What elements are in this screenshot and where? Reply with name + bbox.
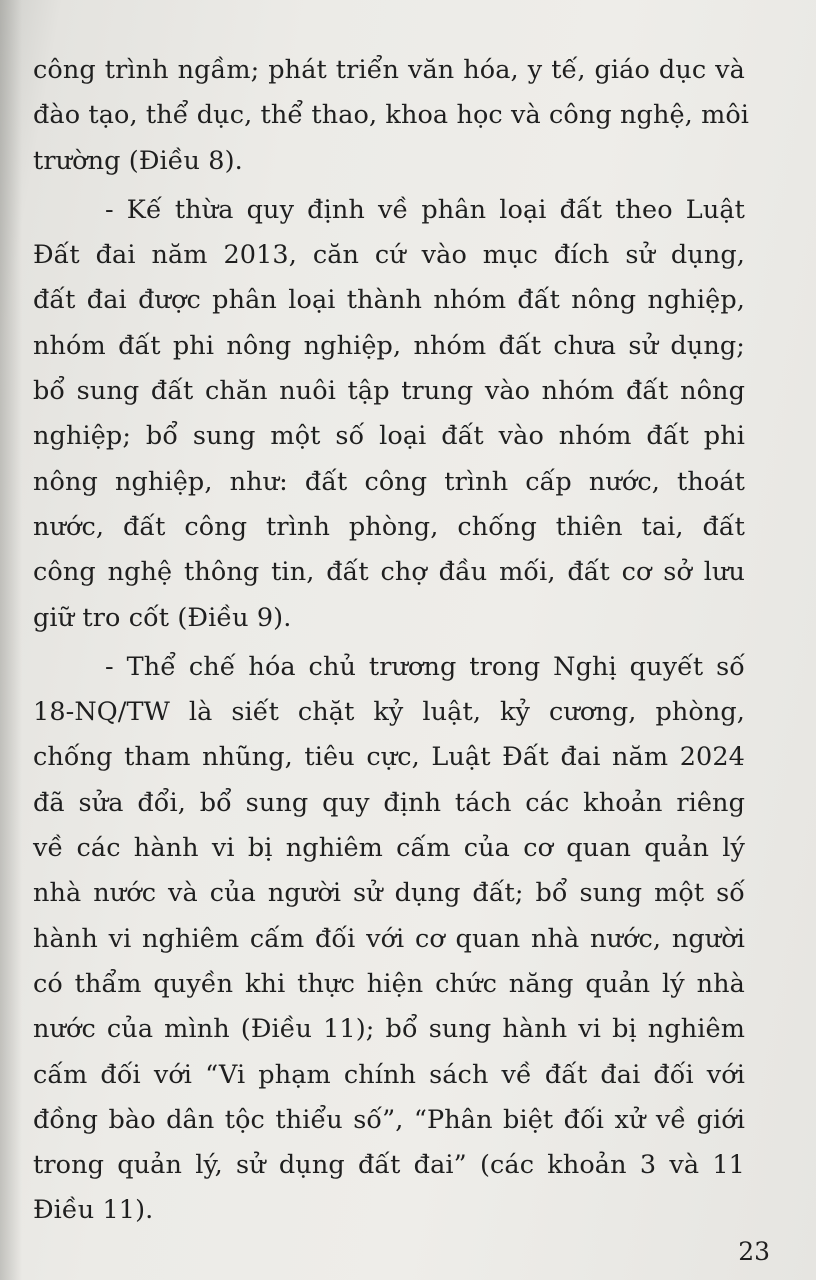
text-line: công trình ngầm; phát triển văn hóa, y tế, giáo dục và: [33, 55, 745, 85]
text-line: - Thể chế hóa chủ trương trong Nghị quyết số: [105, 651, 745, 682]
text-line: - Kế thừa quy định về phân loại đất theo Luật: [105, 194, 745, 225]
text-line: chống tham nhũng, tiêu cực, Luật Đất đai năm 2024: [33, 742, 745, 773]
text-line: công nghệ thông tin, đất chợ đầu mối, đất cơ sở lưu: [33, 557, 745, 588]
page-gutter-shadow: [0, 0, 22, 1280]
text-line: đồng bào dân tộc thiểu số”, “Phân biệt đối xử về giới: [33, 1104, 745, 1135]
page-number: 23: [738, 1237, 770, 1266]
text-line: đã sửa đổi, bổ sung quy định tách các khoản riêng: [33, 787, 745, 818]
text-line: nông nghiệp, như: đất công trình cấp nước, thoát: [33, 466, 745, 497]
text-line: đào tạo, thể dục, thể thao, khoa học và công nghệ, môi: [33, 100, 750, 131]
text-line: hành vi nghiêm cấm đối với cơ quan nhà nước, người: [33, 923, 745, 954]
paragraph: [33, 188, 745, 641]
text-line: đất đai được phân loại thành nhóm đất nông nghiệp,: [33, 285, 745, 316]
text-line: nước của mình (Điều 11); bổ sung hành vi bị nghiêm: [33, 1014, 745, 1045]
text-line: trường (Điều 8).: [33, 145, 243, 176]
text-line: nghiệp; bổ sung một số loại đất vào nhóm đất phi: [33, 421, 745, 452]
text-line: nhóm đất phi nông nghiệp, nhóm đất chưa sử dụng;: [33, 330, 745, 361]
text-line: cấm đối với “Vi phạm chính sách về đất đai đối với: [33, 1059, 745, 1090]
text-line: Đất đai năm 2013, căn cứ vào mục đích sử dụng,: [33, 240, 745, 271]
text-line: nước, đất công trình phòng, chống thiên tai, đất: [33, 511, 745, 542]
text-line: 18-NQ/TW là siết chặt kỷ luật, kỷ cương, phòng,: [33, 697, 745, 728]
body-text: [33, 48, 750, 1234]
text-line: trong quản lý, sử dụng đất đai” (các khoản 3 và 11: [33, 1150, 745, 1181]
text-line: Điều 11).: [33, 1195, 154, 1226]
text-line: bổ sung đất chăn nuôi tập trung vào nhóm đất nông: [33, 376, 745, 407]
text-line: giữ tro cốt (Điều 9).: [33, 602, 292, 633]
paragraph: [33, 645, 745, 1234]
text-line: về các hành vi bị nghiêm cấm của cơ quan quản lý: [33, 833, 745, 864]
text-line: có thẩm quyền khi thực hiện chức năng quản lý nhà: [33, 968, 745, 999]
paragraph: [33, 48, 750, 184]
text-line: nhà nước và của người sử dụng đất; bổ sung một số: [33, 878, 745, 909]
